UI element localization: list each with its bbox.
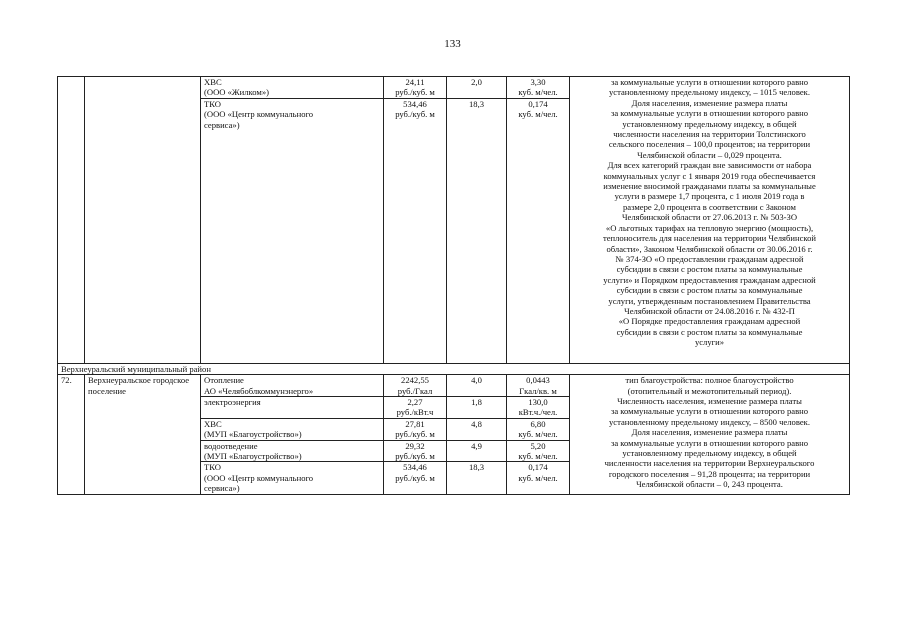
tariff-cell: 29,32 руб./куб. м — [384, 440, 447, 462]
service-cell: ТКО (ООО «Центр коммунального сервиса») — [201, 98, 384, 363]
index-cell: 1,8 — [447, 397, 507, 419]
service-cell: ХВС (МУП «Благоустройство») — [201, 418, 384, 440]
service-cell: ТКО (ООО «Центр коммунального сервиса») — [201, 462, 384, 494]
settlement-cell: Верхнеуральское городское поселение — [85, 375, 201, 494]
norm-cell: 3,30 куб. м/чел. — [507, 77, 570, 99]
norm-cell: 0,174 куб. м/чел. — [507, 462, 570, 494]
page-number: 133 — [444, 38, 461, 50]
row-number-cell — [58, 77, 85, 364]
norm-cell: 6,80 куб. м/чел. — [507, 418, 570, 440]
service-cell: водоотведение (МУП «Благоустройство») — [201, 440, 384, 462]
tariff-table — [57, 76, 850, 495]
index-cell: 2,0 — [447, 77, 507, 99]
tariff-cell: 2,27 руб./кВт.ч — [384, 397, 447, 419]
norm-cell: 130,0 кВт.ч./чел. — [507, 397, 570, 419]
tariff-cell: 2242,55 руб./Гкал — [384, 375, 447, 397]
index-cell: 4,0 — [447, 375, 507, 397]
table-row — [58, 77, 850, 99]
table-row — [58, 375, 850, 397]
index-cell: 4,8 — [447, 418, 507, 440]
service-cell: ХВС (ООО «Жилком») — [201, 77, 384, 99]
section-title: Верхнеуральский муниципальный район — [58, 363, 850, 374]
row-number-cell: 72. — [58, 375, 85, 494]
description-cell: за коммунальные услуги в отношении которого равно установленному предельному индексу, – 1015 человек. Доля населения, изменение размера платы за коммунальные услуги в отношении которого равно установленному предельному индексу, в общей численности населения на территории Толстинского сельского поселения – 100,0 процентов; на территории Челябинской области – 0,029 процента. Для всех категорий граждан вне зависимости от набора коммунальных услуг с 1 января 2019 года обеспечивается изменение вносимой гражданами платы за коммунальные услуги в размере 1,7 процента, с 1 июля 2019 года в размере 2,0 процента в соответствии с Законом Челябинской области от 27.06.2013 г. № 503-ЗО «О льготных тарифах на тепловую энергию (мощность), теплоноситель для населения на территории Челябинской области», Законом Челябинской области от 30.06.2016 г. № 374-ЗО «О предоставлении гражданам адресной субсидии в связи с ростом платы за коммунальные услуги» и Порядком предоставления гражданам адресной субсидии в связи с ростом платы за коммунальные услуги, утвержденным постановлением Правительства Челябинской области от 24.08.2016 г. № 432-П «О Порядке предоставления гражданам адресной субсидии в связи с ростом платы за коммунальные услуги» — [570, 77, 850, 364]
tariff-cell: 534,46 руб./куб. м — [384, 462, 447, 494]
norm-cell: 0,0443 Гкал/кв. м — [507, 375, 570, 397]
norm-cell: 5,20 куб. м/чел. — [507, 440, 570, 462]
table-row — [58, 363, 850, 374]
index-cell: 18,3 — [447, 98, 507, 363]
norm-cell: 0,174 куб. м/чел. — [507, 98, 570, 363]
service-cell: электроэнергия — [201, 397, 384, 419]
tariff-cell: 27,81 руб./куб. м — [384, 418, 447, 440]
description-cell: тип благоустройства: полное благоустройство (отопительный и межотопительный период). Численность населения, изменение размера платы за коммунальные услуги в отношении которого равно установленному предельному индексу, – 8500 человек. Доля населения, изменение размера платы за коммунальные услуги в отношении которого равно установленному предельному индексу, в общей численности населения на территории Верхнеуральского городского поселения – 91,28 процента; на территории Челябинской области – 0, 243 процента. — [570, 375, 850, 494]
service-cell: Отопление АО «Челябоблкоммунэнерго» — [201, 375, 384, 397]
tariff-cell: 24,11 руб./куб. м — [384, 77, 447, 99]
settlement-cell — [85, 77, 201, 364]
tariff-cell: 534,46 руб./куб. м — [384, 98, 447, 363]
index-cell: 4,9 — [447, 440, 507, 462]
index-cell: 18,3 — [447, 462, 507, 494]
